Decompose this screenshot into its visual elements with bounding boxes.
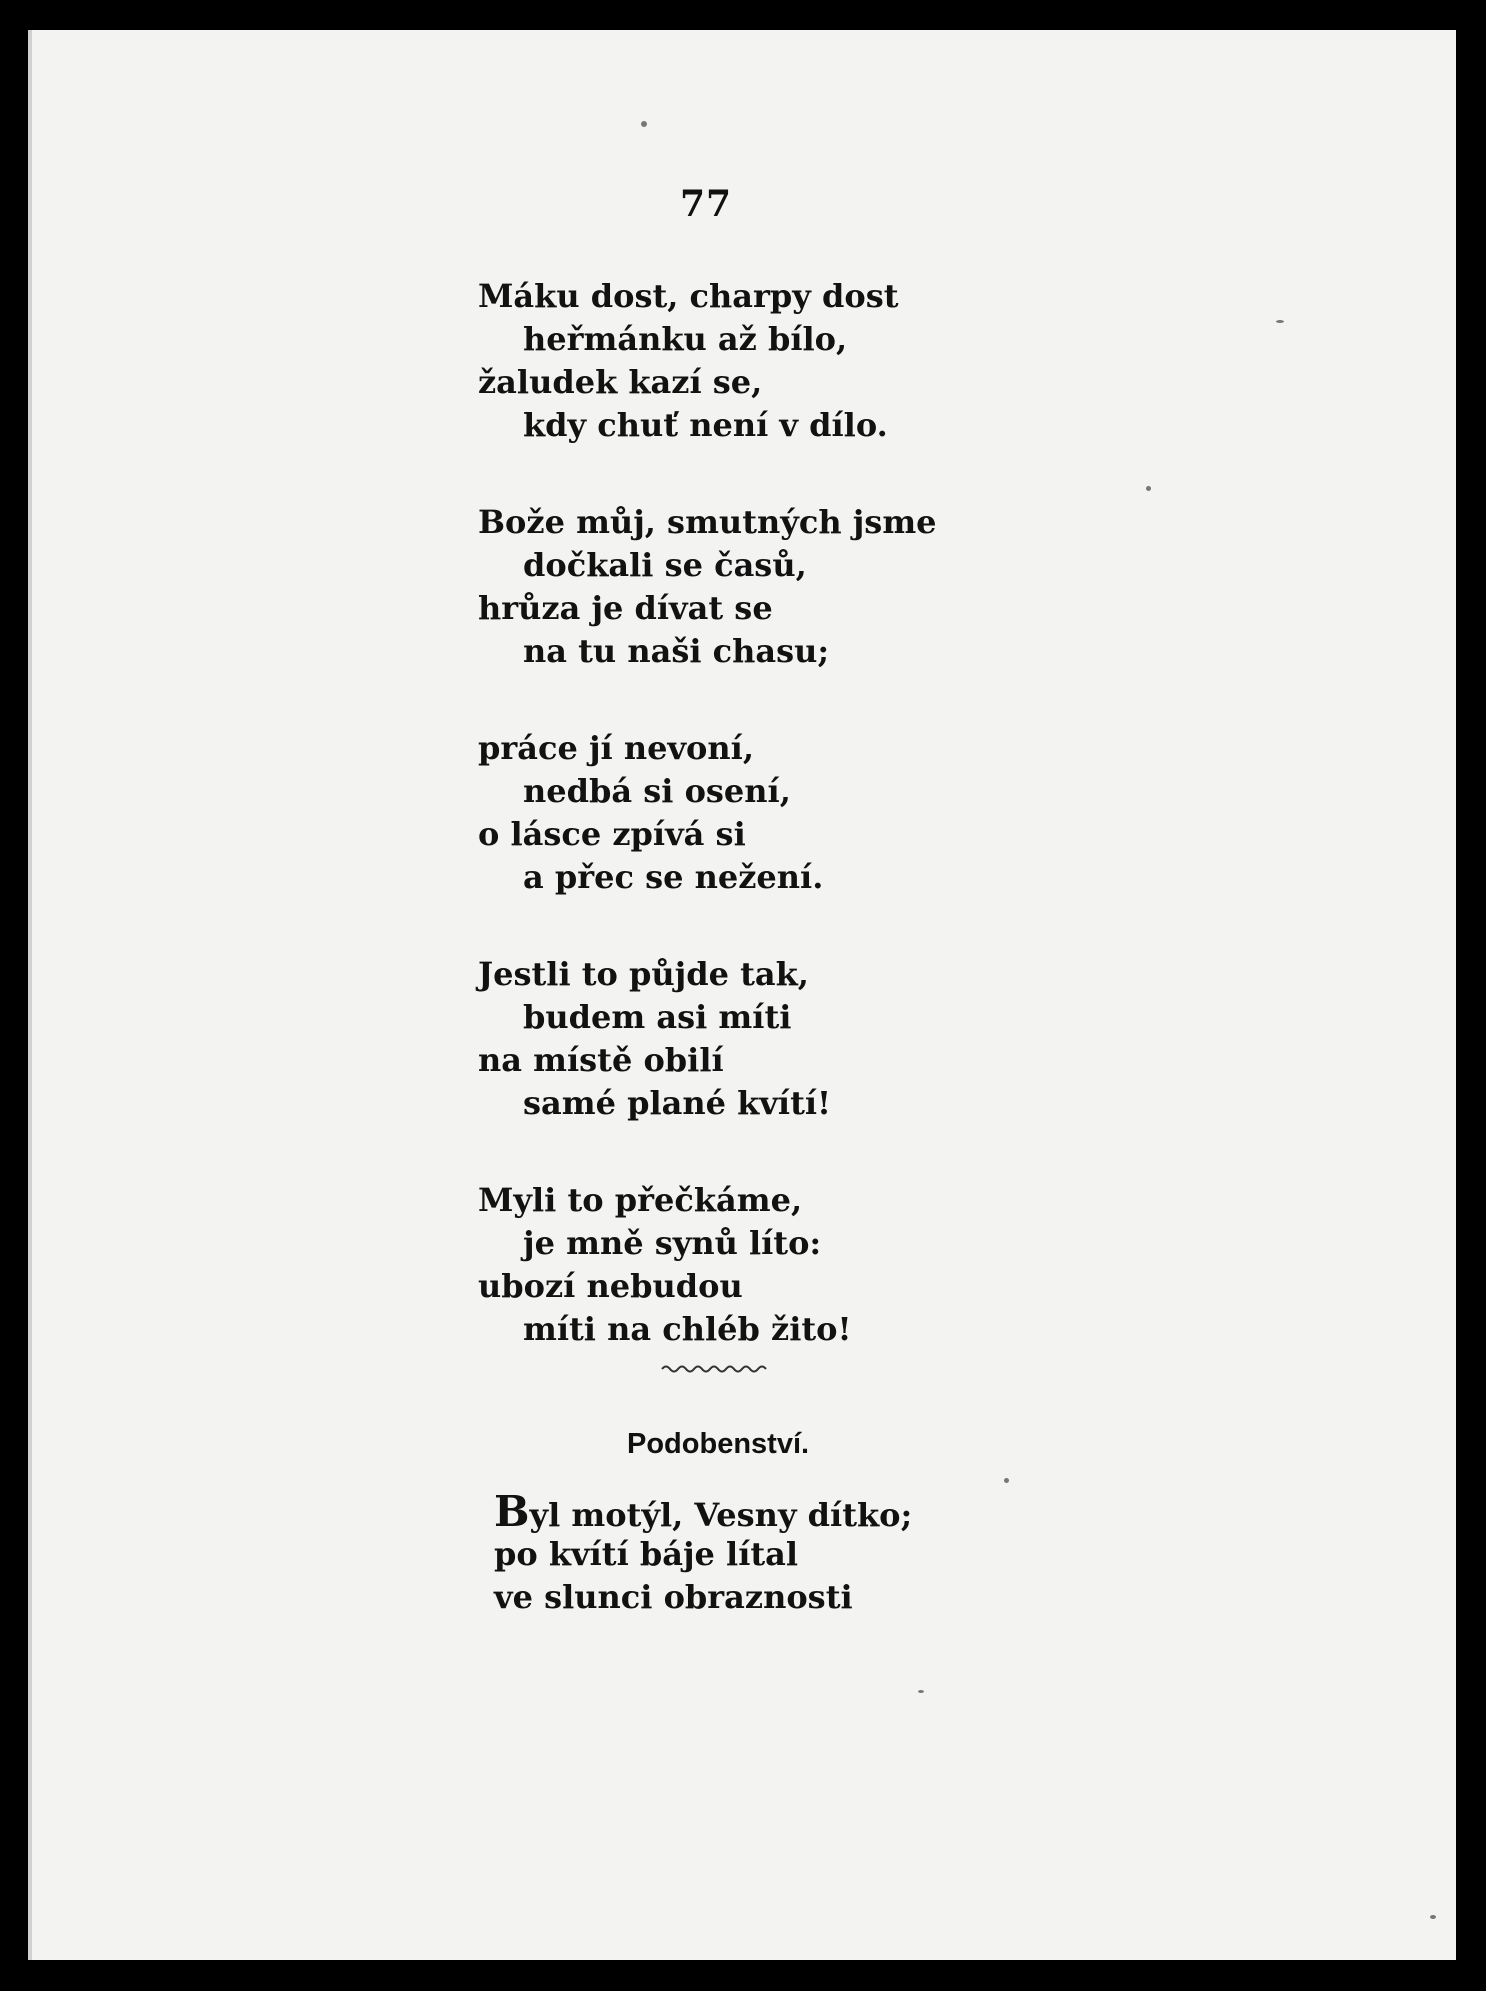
poem-line: je mně synů líto:	[523, 1224, 822, 1262]
page-number: 77	[680, 183, 733, 225]
poem-line: Myli to přečkáme,	[478, 1181, 803, 1219]
section-title: Podobenství.	[627, 1428, 810, 1460]
dust-speck	[1276, 320, 1284, 323]
first-line-text: yl motýl, Vesny dítko;	[529, 1496, 913, 1534]
poem-line: dočkali se časů,	[523, 546, 807, 584]
poem-line: Jestli to půjde tak,	[478, 955, 809, 993]
poem-line: heřmánku až bílo,	[523, 320, 848, 358]
stanza-5	[478, 1179, 1078, 1351]
poem	[478, 275, 1078, 1405]
poem-line: Máku dost, charpy dost	[478, 277, 899, 315]
stanza-3	[478, 727, 1078, 899]
poem-line: hrůza je dívat se	[478, 589, 773, 627]
poem-line: práce jí nevoní,	[478, 729, 754, 767]
poem-line: a přec se nežení.	[523, 858, 824, 896]
verse-line: po kvítí báje lítal	[494, 1535, 799, 1573]
verse-line-first	[494, 1487, 994, 1536]
stanza-4	[478, 953, 1078, 1125]
poem-line: budem asi míti	[523, 998, 792, 1036]
dust-speck	[1430, 1915, 1436, 1919]
poem-line: nedbá si osení,	[523, 772, 791, 810]
page-edge	[28, 30, 32, 1960]
drop-cap: B	[494, 1487, 530, 1536]
dust-speck	[1004, 1478, 1009, 1483]
stanza-2	[478, 501, 1078, 673]
poem-line: míti na chléb žito!	[523, 1310, 852, 1348]
dust-speck	[641, 121, 647, 127]
poem-line: ubozí nebudou	[478, 1267, 743, 1305]
wavy-divider-ornament	[660, 1362, 770, 1376]
poem-line: na místě obilí	[478, 1041, 724, 1079]
verse-line: ve slunci obraznosti	[494, 1578, 853, 1616]
poem-line: žaludek kazí se,	[478, 363, 763, 401]
poem-line: Bože můj, smutných jsme	[478, 503, 937, 541]
stanza-1	[478, 275, 1078, 447]
poem-line: samé plané kvítí!	[523, 1084, 832, 1122]
poem-line: o lásce zpívá si	[478, 815, 746, 853]
dust-speck	[918, 1690, 924, 1693]
verse-podobenstvi	[494, 1487, 994, 1619]
poem-line: na tu naši chasu;	[523, 632, 830, 670]
dust-speck	[1146, 486, 1151, 491]
poem-line: kdy chuť není v dílo.	[523, 406, 888, 444]
